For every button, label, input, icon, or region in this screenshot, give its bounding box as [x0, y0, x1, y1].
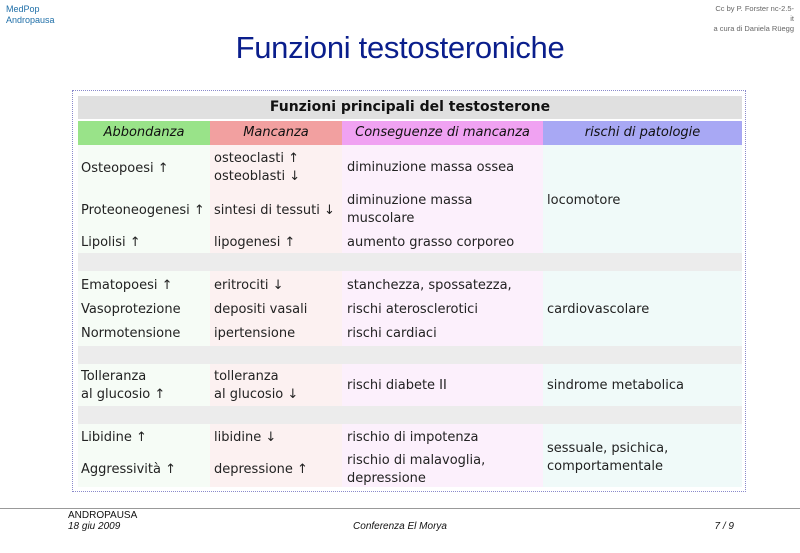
header-left — [6, 4, 55, 26]
header-conseguenze: Conseguenze di mancanza — [342, 121, 543, 145]
slide-title: Funzioni testosteroniche — [235, 30, 565, 65]
cell-abbondanza: Tolleranza — [81, 369, 147, 384]
group-separator — [78, 406, 742, 424]
cell-mancanza: al glucosio ↓ — [214, 387, 299, 402]
cell-rischi: cardiovascolare — [547, 302, 650, 317]
cell-abbondanza: Normotensione — [81, 326, 181, 341]
author-line: a cura di Daniela Rüegg — [713, 24, 794, 33]
cell-mancanza: osteoclasti ↑ — [214, 151, 300, 166]
cell-abbondanza: Libidine ↑ — [81, 430, 147, 445]
cell-mancanza: depressione ↑ — [214, 462, 308, 477]
cell-rischi: sessuale, psichica, — [547, 441, 669, 456]
cell-mancanza: osteoblasti ↓ — [214, 169, 301, 184]
cell-mancanza: eritrociti ↓ — [214, 278, 284, 293]
footer-divider — [0, 508, 800, 509]
cell-abbondanza: Aggressività ↑ — [81, 462, 177, 477]
group-separator — [78, 346, 742, 364]
header-line-andropausa: Andropausa — [6, 15, 55, 25]
cell-mancanza: tolleranza — [214, 369, 279, 384]
cell-conseguenze: diminuzione massa ossea — [347, 160, 515, 175]
cell-conseguenze: depressione — [347, 471, 426, 486]
footer-title: ANDROPAUSA — [68, 510, 138, 521]
cell-conseguenze: rischio di impotenza — [347, 430, 479, 445]
cell-rischi: locomotore — [547, 193, 621, 208]
header-abbondanza: Abbondanza — [78, 121, 210, 145]
cell-mancanza: depositi vasali — [214, 302, 308, 317]
license-line-1: Cc by P. Forster nc-2.5- — [715, 4, 794, 13]
cell-conseguenze: rischi cardiaci — [347, 326, 437, 341]
cell-conseguenze: rischio di malavoglia, — [347, 453, 486, 468]
cell-conseguenze: stanchezza, spossatezza, — [347, 278, 512, 293]
cell-rischi: comportamentale — [547, 459, 663, 474]
header-mancanza: Mancanza — [210, 121, 342, 145]
page-number: 7 / 9 — [714, 521, 734, 532]
license-line-2: it — [790, 14, 794, 23]
cell-abbondanza: Osteopoesi ↑ — [81, 161, 169, 176]
cell-abbondanza: Vasoprotezione — [81, 302, 181, 317]
cell-rischi: sindrome metabolica — [547, 378, 684, 393]
cell-mancanza: libidine ↓ — [214, 430, 277, 445]
cell-abbondanza: Proteoneogenesi ↑ — [81, 203, 205, 218]
table-title: Funzioni principali del testosterone — [78, 96, 742, 119]
cell-abbondanza: Lipolisi ↑ — [81, 235, 141, 250]
cell-mancanza: ipertensione — [214, 326, 296, 341]
cell-abbondanza: Ematopoesi ↑ — [81, 278, 173, 293]
cell-conseguenze: aumento grasso corporeo — [347, 235, 515, 250]
header-line-medpop: MedPop — [6, 4, 40, 14]
footer-conference: Conferenza El Morya — [353, 521, 447, 532]
cell-conseguenze: diminuzione massa — [347, 193, 473, 208]
footer-date: 18 giu 2009 — [68, 521, 121, 532]
cell-conseguenze: rischi aterosclerotici — [347, 302, 478, 317]
cell-mancanza: sintesi di tessuti ↓ — [214, 203, 335, 218]
cell-conseguenze: muscolare — [347, 211, 415, 226]
cell-abbondanza: al glucosio ↑ — [81, 387, 166, 402]
header-rischi: rischi di patologie — [543, 121, 742, 145]
cell-conseguenze: rischi diabete II — [347, 378, 447, 393]
group-separator — [78, 253, 742, 271]
cell-mancanza: lipogenesi ↑ — [214, 235, 296, 250]
